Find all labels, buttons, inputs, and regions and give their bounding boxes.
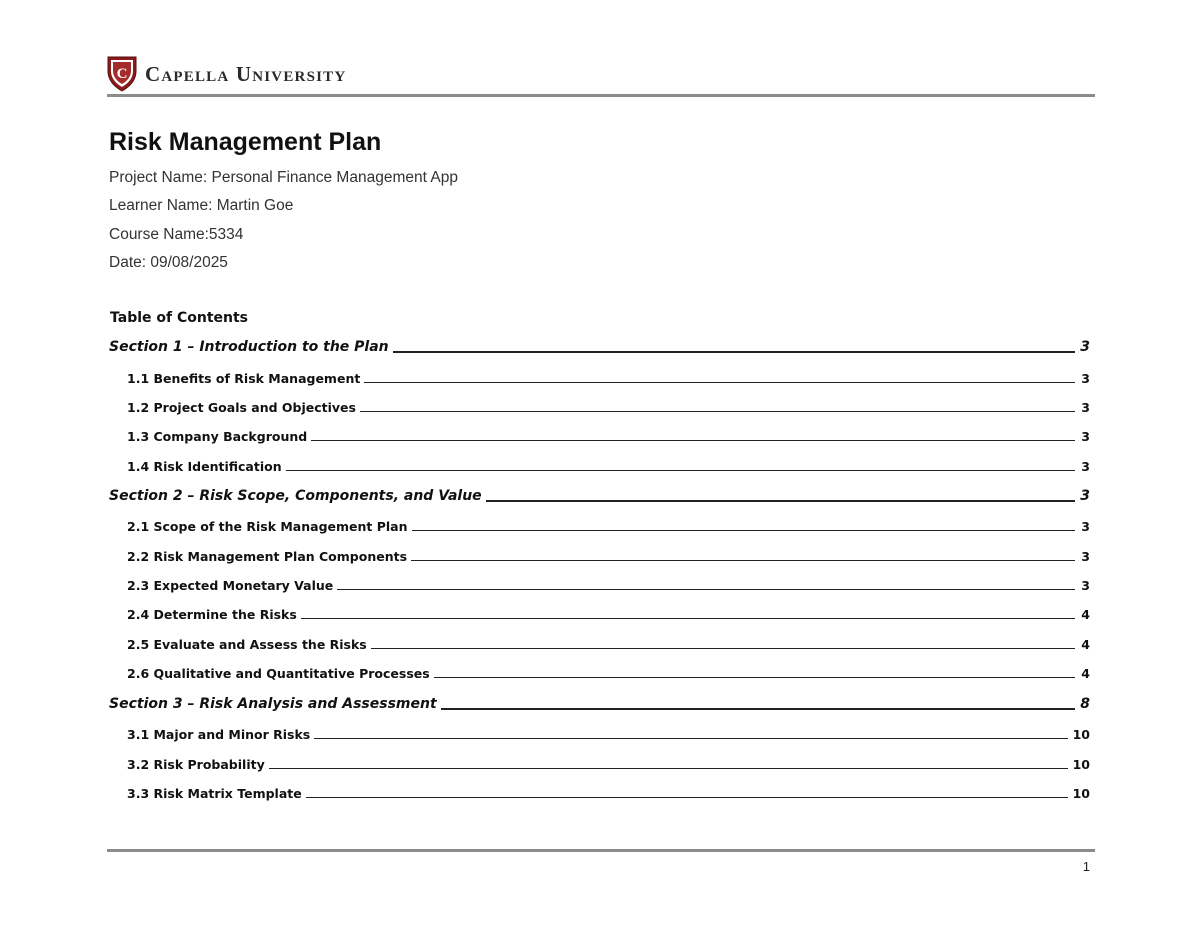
toc-leader [311,440,1075,441]
toc-page-number: 3 [1081,519,1090,534]
toc-entry-label: 1.1 Benefits of Risk Management [127,371,361,386]
page-number: 1 [1082,859,1090,874]
toc-page-number: 4 [1081,666,1090,681]
crest-letter: C [116,65,128,82]
toc-heading: Table of Contents [110,310,249,326]
toc-page-number: 3 [1081,549,1090,564]
toc-leader [269,768,1068,769]
toc-leader [301,618,1075,619]
toc-page-number: 8 [1080,696,1090,712]
toc-subsection-link[interactable] [127,786,1090,801]
toc-subsection-link[interactable] [127,459,1090,474]
toc-entry-label: 2.3 Expected Monetary Value [127,578,334,593]
toc-page-number: 3 [1081,400,1090,415]
toc-page-number: 3 [1081,429,1090,444]
toc-leader [314,738,1067,739]
toc-entry-label: 1.4 Risk Identification [127,459,282,474]
toc-leader [360,411,1075,412]
toc-entry-label: 3.2 Risk Probability [127,757,265,772]
document-date: Date: 09/08/2025 [109,254,228,271]
toc-subsection-link[interactable] [127,578,1090,593]
university-crest-icon [107,55,137,92]
toc-entry-label: Section 1 – Introduction to the Plan [109,339,389,355]
toc-entry-label: 1.2 Project Goals and Objectives [127,400,356,415]
toc-entry-label: 2.5 Evaluate and Assess the Risks [127,637,367,652]
toc-leader [411,560,1075,561]
toc-subsection-link[interactable] [127,607,1090,622]
toc-leader [306,797,1068,798]
toc-section-link[interactable] [109,488,1090,504]
toc-leader [486,500,1075,502]
course-name: Course Name:5334 [109,226,244,243]
toc-leader [364,382,1075,383]
toc-page-number: 3 [1081,459,1090,474]
toc-page-number: 10 [1072,757,1090,772]
page-title: Risk Management Plan [109,128,382,156]
toc-subsection-link[interactable] [127,400,1090,415]
toc-subsection-link[interactable] [127,637,1090,652]
toc-subsection-link[interactable] [127,429,1090,444]
toc-page-number: 3 [1080,339,1090,355]
toc-leader [337,589,1075,590]
toc-leader [371,648,1075,649]
toc-section-link[interactable] [109,339,1090,355]
project-name: Project Name: Personal Finance Management App [109,169,458,186]
header-divider [107,94,1095,97]
toc-subsection-link[interactable] [127,371,1090,386]
toc-subsection-link[interactable] [127,757,1090,772]
toc-entry-label: 2.4 Determine the Risks [127,607,297,622]
toc-page-number: 4 [1081,607,1090,622]
toc-subsection-link[interactable] [127,549,1090,564]
toc-entry-label: Section 3 – Risk Analysis and Assessment [109,696,437,712]
document-header [107,53,346,93]
toc-entry-label: 2.2 Risk Management Plan Components [127,549,408,564]
toc-leader [412,530,1075,531]
toc-entry-label: 3.1 Major and Minor Risks [127,727,311,742]
learner-name: Learner Name: Martin Goe [109,197,294,214]
toc-entry-label: 2.6 Qualitative and Quantitative Processes [127,666,430,681]
footer-divider [107,849,1095,852]
toc-leader [441,708,1075,710]
toc-leader [286,470,1075,471]
toc-page-number: 3 [1080,488,1090,504]
toc-page-number: 3 [1081,578,1090,593]
toc-entry-label: Section 2 – Risk Scope, Components, and Value [109,488,482,504]
toc-leader [393,351,1075,353]
toc-page-number: 10 [1072,727,1090,742]
toc-page-number: 4 [1081,637,1090,652]
toc-entry-label: 1.3 Company Background [127,429,308,444]
toc-section-link[interactable] [109,696,1090,712]
toc-leader [434,677,1075,678]
toc-subsection-link[interactable] [127,727,1090,742]
toc-page-number: 10 [1072,786,1090,801]
toc-page-number: 3 [1081,371,1090,386]
toc-subsection-link[interactable] [127,666,1090,681]
brand-name: Capella University [145,61,347,86]
toc-entry-label: 3.3 Risk Matrix Template [127,786,302,801]
toc-entry-label: 2.1 Scope of the Risk Management Plan [127,519,408,534]
toc-subsection-link[interactable] [127,519,1090,534]
